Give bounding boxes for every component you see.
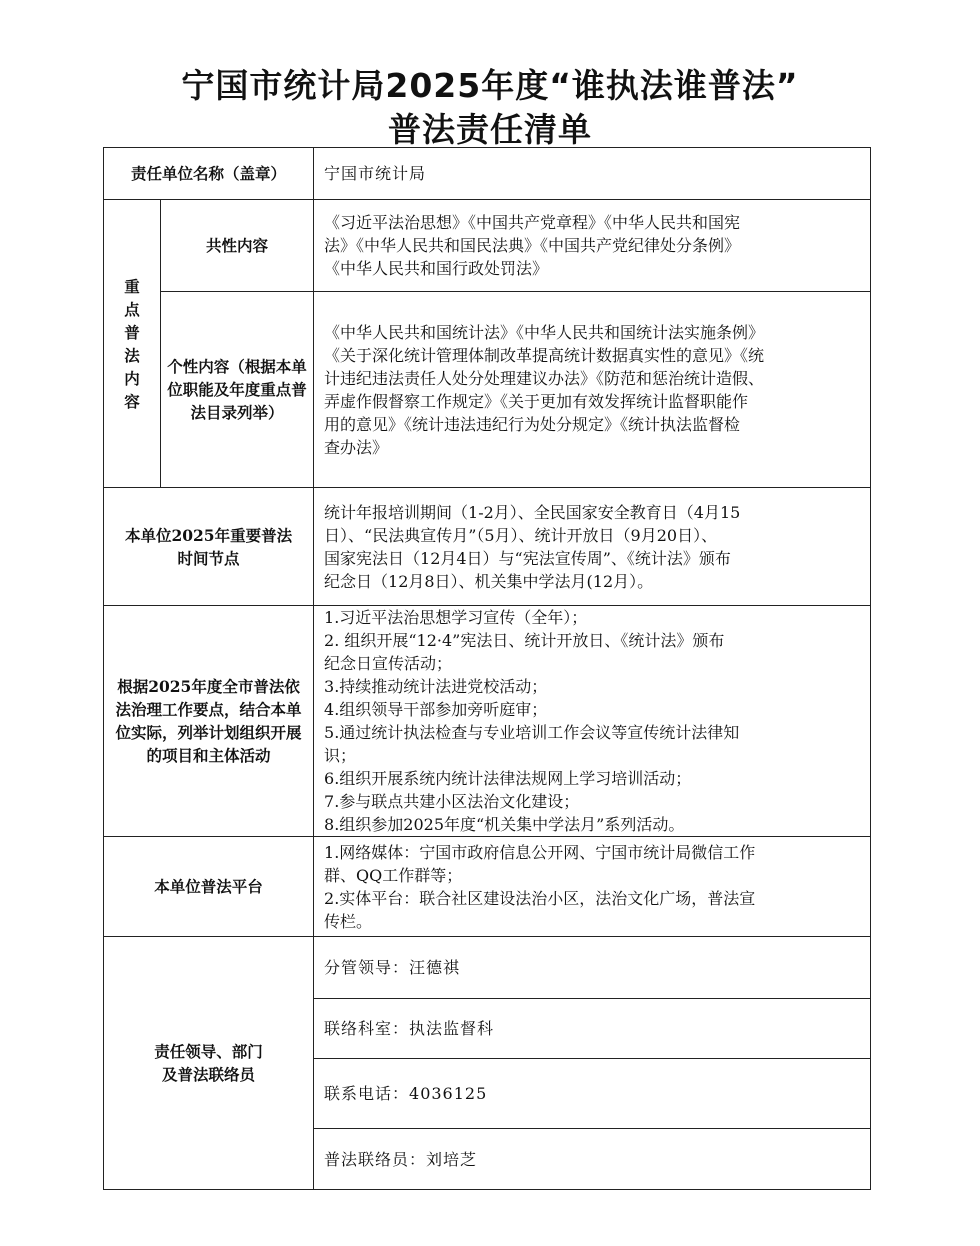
unit-value: 宁国市统计局 <box>314 148 871 200</box>
common-content-label: 共性内容 <box>161 200 314 292</box>
document-title: 宁国市统计局2025年度“谁执法谁普法” <box>181 66 799 105</box>
activities-value <box>314 606 871 837</box>
platform-line: 1.网络媒体：宁国市政府信息公开网、宁国市统计局微信工作 <box>324 842 756 862</box>
activity-line: 5.通过统计执法检查与专业培训工作会议等宣传统计法律知 <box>324 723 740 742</box>
specific-line: 用的意见》《统计违法违纪行为处分规定》《统计执法监督检 <box>324 414 741 434</box>
activity-line: 3.持续推动统计法进党校活动； <box>324 677 548 696</box>
activity-line: 2. 组织开展“12·4”宪法日、统计开放日、《统计法》颁布 <box>324 631 725 650</box>
activity-line: 7.参与联点共建小区法治文化建设； <box>324 792 580 811</box>
phone-value: 联系电话：4036125 <box>314 1059 871 1129</box>
activities-label: 根据2025年度全市普法依法治理工作要点，结合本单位实际，列举计划组织开展的项目和主体活动 <box>104 606 314 837</box>
timeline-value <box>314 488 871 606</box>
contacts-label-line: 及普法联络员 <box>162 1065 256 1084</box>
responsibility-table <box>103 147 871 1190</box>
platform-line: 传栏。 <box>324 911 373 931</box>
table-row <box>104 148 871 200</box>
timeline-line: 纪念日（12月8日）、机关集中学法月(12月）。 <box>324 571 654 591</box>
activity-line: 识； <box>324 746 357 765</box>
common-line: 法》《中华人民共和国民法典》《中国共产党纪律处分条例》 <box>324 236 741 255</box>
table-row <box>104 488 871 606</box>
platform-line: 群、QQ工作群等； <box>324 865 463 885</box>
table-row <box>104 292 871 488</box>
activity-line: 纪念日宣传活动； <box>324 654 453 673</box>
contacts-label <box>104 937 314 1190</box>
timeline-line: 统计年报培训期间（1-2月）、全民国家安全教育日（4月15 <box>324 502 741 522</box>
specific-content-label: 个性内容（根据本单位职能及年度重点普法目录列举） <box>161 292 314 488</box>
timeline-label: 本单位2025年重要普法时间节点 <box>104 488 314 606</box>
activity-line: 8.组织参加2025年度“机关集中学法月”系列活动。 <box>324 815 685 834</box>
table-row <box>104 606 871 837</box>
platform-value <box>314 837 871 937</box>
activity-line: 4.组织领导干部参加旁听庭审； <box>324 700 548 719</box>
activity-line: 6.组织开展系统内统计法律法规网上学习培训活动； <box>324 769 692 788</box>
common-line: 《习近平法治思想》《中国共产党章程》《中华人民共和国宪 <box>324 213 741 232</box>
contacts-label-line: 责任领导、部门 <box>154 1042 263 1061</box>
common-line: 《中华人民共和国行政处罚法》 <box>324 259 549 278</box>
specific-line: 《中华人民共和国统计法》《中华人民共和国统计法实施条例》 <box>324 322 765 342</box>
focus-label: 重点普法内容 <box>104 200 161 488</box>
specific-line: 查办法》 <box>324 437 389 457</box>
table-row <box>104 200 871 292</box>
timeline-line: 国家宪法日（12月4日）与“宪法宣传周”、《统计法》颁布 <box>324 548 731 568</box>
table-row <box>104 937 871 999</box>
unit-label: 责任单位名称（盖章） <box>104 148 314 200</box>
specific-line: 计违纪违法责任人处分处理建议办法》《防范和惩治统计造假、 <box>324 368 765 388</box>
specific-content-value <box>314 292 871 488</box>
activity-line: 1.习近平法治思想学习宣传（全年）； <box>324 608 588 627</box>
common-content-value <box>314 200 871 292</box>
specific-line: 《关于深化统计管理体制改革提高统计数据真实性的意见》《统 <box>324 345 765 365</box>
table-row <box>104 837 871 937</box>
liaison-value: 普法联络员：刘培芝 <box>314 1129 871 1190</box>
leader-value: 分管领导：汪德祺 <box>314 937 871 999</box>
platform-line: 2.实体平台：联合社区建设法治小区，法治文化广场，普法宣 <box>324 888 756 908</box>
office-value: 联络科室：执法监督科 <box>314 999 871 1059</box>
specific-line: 弄虚作假督察工作规定》《关于更加有效发挥统计监督职能作 <box>324 391 749 411</box>
platform-label: 本单位普法平台 <box>104 837 314 937</box>
timeline-line: 日）、“民法典宣传月”（5月）、统计开放日（9月20日）、 <box>324 525 718 545</box>
document-subtitle: 普法责任清单 <box>388 110 592 149</box>
